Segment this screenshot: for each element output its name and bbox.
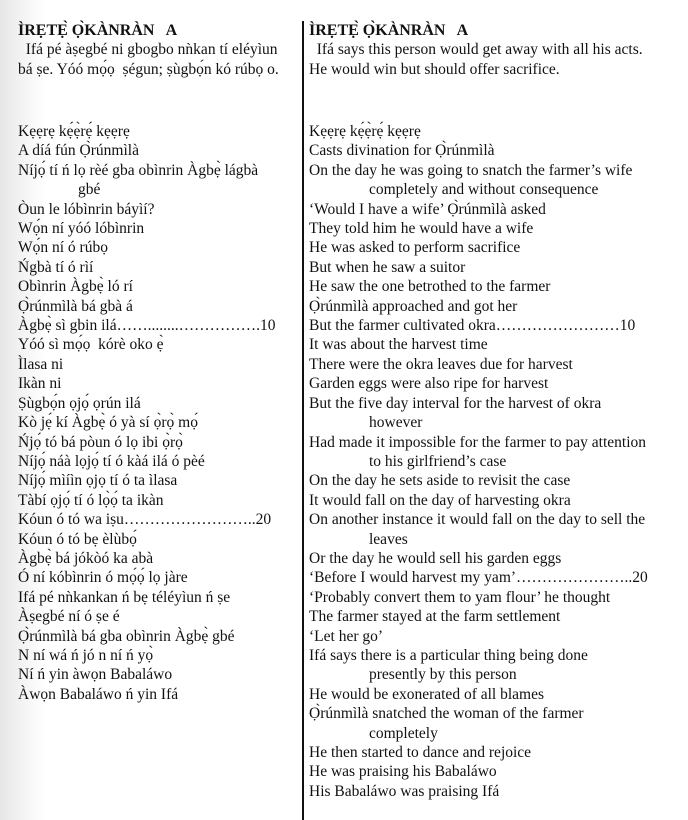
verse-line: Níjọ́ tí ń lọ rèé gba obìnrin Àgbẹ̀ lágbà [18, 161, 259, 179]
verse-line: Kẹẹrẹ kẹ́ẹ̀rẹ́ kẹẹrẹ [309, 123, 421, 140]
verse-line: He was asked to perform sacrifice [309, 239, 521, 257]
verse-line: He would be exonerated of all blames [309, 685, 544, 703]
verse-line: Ọ̀rúnmìlà bá gbà á [18, 297, 133, 315]
verse-line: Obìnrin Àgbẹ̀ ló rí [18, 278, 133, 296]
yoruba-column [18, 21, 300, 703]
verse-line: It was about the harvest time [309, 336, 488, 354]
verse-line: He saw the one betrothed to the farmer [309, 278, 551, 296]
english-summary [309, 40, 685, 79]
english-column [309, 21, 685, 800]
verse-line: ‘Would I have a wife’ Ọ̀rúnmìlà asked [309, 200, 546, 218]
verse-line: Ifá pé nǹkankan ń bẹ téléyìun ń ṣe [18, 588, 231, 606]
verse-line-continuation: completely [369, 724, 438, 742]
summary-line: Ifá pé àṣegbé ni gbogbo nǹkan tí eléyìun [18, 41, 278, 58]
verse-line: He then started to dance and rejoice [309, 744, 532, 761]
verse-line: Kẹẹrẹ kẹ́ẹ̀rẹ́ kẹẹrẹ [18, 123, 130, 140]
verse-line: Níjọ́ náà lọjọ́ tí ó kàá ilá ó pèé [18, 452, 205, 470]
verse-line: Tàbí ọjọ́ tí ó lọ̀ọ́ ta ikàn [18, 491, 164, 509]
verse-line-continuation: to his girlfriend’s case [369, 452, 507, 470]
verse-line: ‘Let her go’ [309, 627, 384, 645]
verse-line: N ní wá ń jó n ní ń yọ̀ [18, 646, 154, 664]
verse-line: Níjọ́ mìíìn ọjọ tí ó ta ìlasa [18, 472, 178, 490]
verse-line: Ọ̀rúnmìlà approached and got her [309, 297, 518, 315]
verse-line: Ifá says there is a particular thing being done [309, 646, 588, 664]
verse-line: The farmer stayed at the farm settlement [309, 608, 561, 626]
verse-line: Wọ́n ní ó rúbọ [18, 239, 108, 257]
verse-line: He was praising his Babaláwo [309, 763, 497, 781]
verse-line-continuation: however [369, 414, 423, 432]
verse-line: On the day he was going to snatch the farmer’s wife [309, 161, 633, 179]
verse-line: Kóun ó tó wa iṣu……………………..20 [18, 511, 272, 529]
verse-line: Casts divination for Ọ̀rúnmìlà [309, 142, 495, 160]
verse-line: Ìlasa ni [18, 355, 64, 373]
summary-line: bá ṣe. Yóó mọ́ọ ṣégun; ṣùgbọ́n kó rúbọ o. [18, 60, 279, 78]
summary-line: Ifá says this person would get away with all his acts. [309, 41, 643, 58]
verse-line: On another instance it would fall on the day to sell the [309, 511, 646, 529]
verse-line: Ó ní kóbìnrin ó mọ́ọ́ lọ jàre [18, 569, 188, 587]
verse-line: ‘Probably convert them to yam flour’ he thought [309, 588, 611, 606]
verse-line: Ọ̀rúnmìlà snatched the woman of the farmer [309, 705, 584, 723]
verse-line: On the day he sets aside to revisit the case [309, 472, 571, 490]
yoruba-title: ÌRẸTẸ̀ Ọ̀KÀNRÀN A [18, 22, 178, 39]
verse-line: It would fall on the day of harvesting okra [309, 491, 571, 509]
verse-line: Ọ̀rúnmìlà bá gba obìnrin Àgbẹ̀ gbé [18, 627, 235, 645]
verse-line: They told him he would have a wife [309, 220, 534, 238]
verse-line: Àgbẹ̀ bá jókòó ka abà [18, 549, 154, 567]
summary-line: He would win but should offer sacrifice. [309, 60, 560, 78]
yoruba-verses [18, 122, 275, 704]
verse-line: There were the okra leaves due for harvest [309, 355, 573, 373]
verse-line: Ńjọ́ tó bá pòun ó lọ ibi ọ̀rọ̀ [18, 433, 183, 451]
verse-line: Garden eggs were also ripe for harvest [309, 375, 549, 393]
yoruba-summary [18, 40, 300, 79]
verse-line: Or the day he would sell his garden eggs [309, 549, 562, 567]
verse-line: ‘Before I would harvest my yam’…………………..20 [309, 569, 648, 587]
verse-line-continuation: completely and without consequence [369, 181, 599, 199]
verse-line: Ṣùgbọ́n ọjọ́ ọrún ilá [18, 394, 141, 412]
verse-line: Ikàn ni [18, 375, 62, 393]
verse-line: But when he saw a suitor [309, 258, 466, 276]
column-divider [302, 21, 304, 820]
verse-line: Òun le lóbìnrin báyìí? [18, 200, 155, 218]
verse-line: Kóun ó tó bẹ èlùbọ́ [18, 530, 137, 548]
verse-line: But the five day interval for the harvest of okra [309, 394, 602, 412]
verse-line: But the farmer cultivated okra……………………10 [309, 317, 636, 335]
verse-line: His Babaláwo was praising Ifá [309, 782, 500, 800]
verse-line-continuation: gbé [78, 181, 101, 199]
verse-line: Àwọn Babaláwo ń yin Ifá [18, 685, 179, 703]
verse-line: Yóó sì mọ́ọ kórè oko ẹ̀ [18, 336, 164, 354]
verse-line: A díá fún Ọ̀rúnmìlà [18, 142, 139, 160]
verse-line: Had made it impossible for the farmer to pay attention [309, 433, 647, 451]
english-title: ÌRẸTẸ̀ Ọ̀KÀNRÀN A [309, 22, 469, 39]
verse-line: Ní ń yin àwọn Babaláwo [18, 666, 173, 684]
verse-line-continuation: leaves [369, 530, 408, 548]
verse-line-continuation: presently by this person [369, 666, 517, 684]
verse-line: Àṣegbé ní ó ṣe é [18, 608, 120, 626]
english-verses [309, 122, 648, 801]
verse-line: Kò jẹ́ kí Àgbẹ̀ ó yà sí ọ̀rọ̀ mọ́ [18, 414, 198, 432]
verse-line: Ńgbà tí ó rìí [18, 258, 94, 276]
verse-line: Wọ́n ní yóó lóbìnrin [18, 220, 145, 238]
verse-line: Àgbẹ̀ sì gbin ilá……........…………….10 [18, 317, 276, 335]
